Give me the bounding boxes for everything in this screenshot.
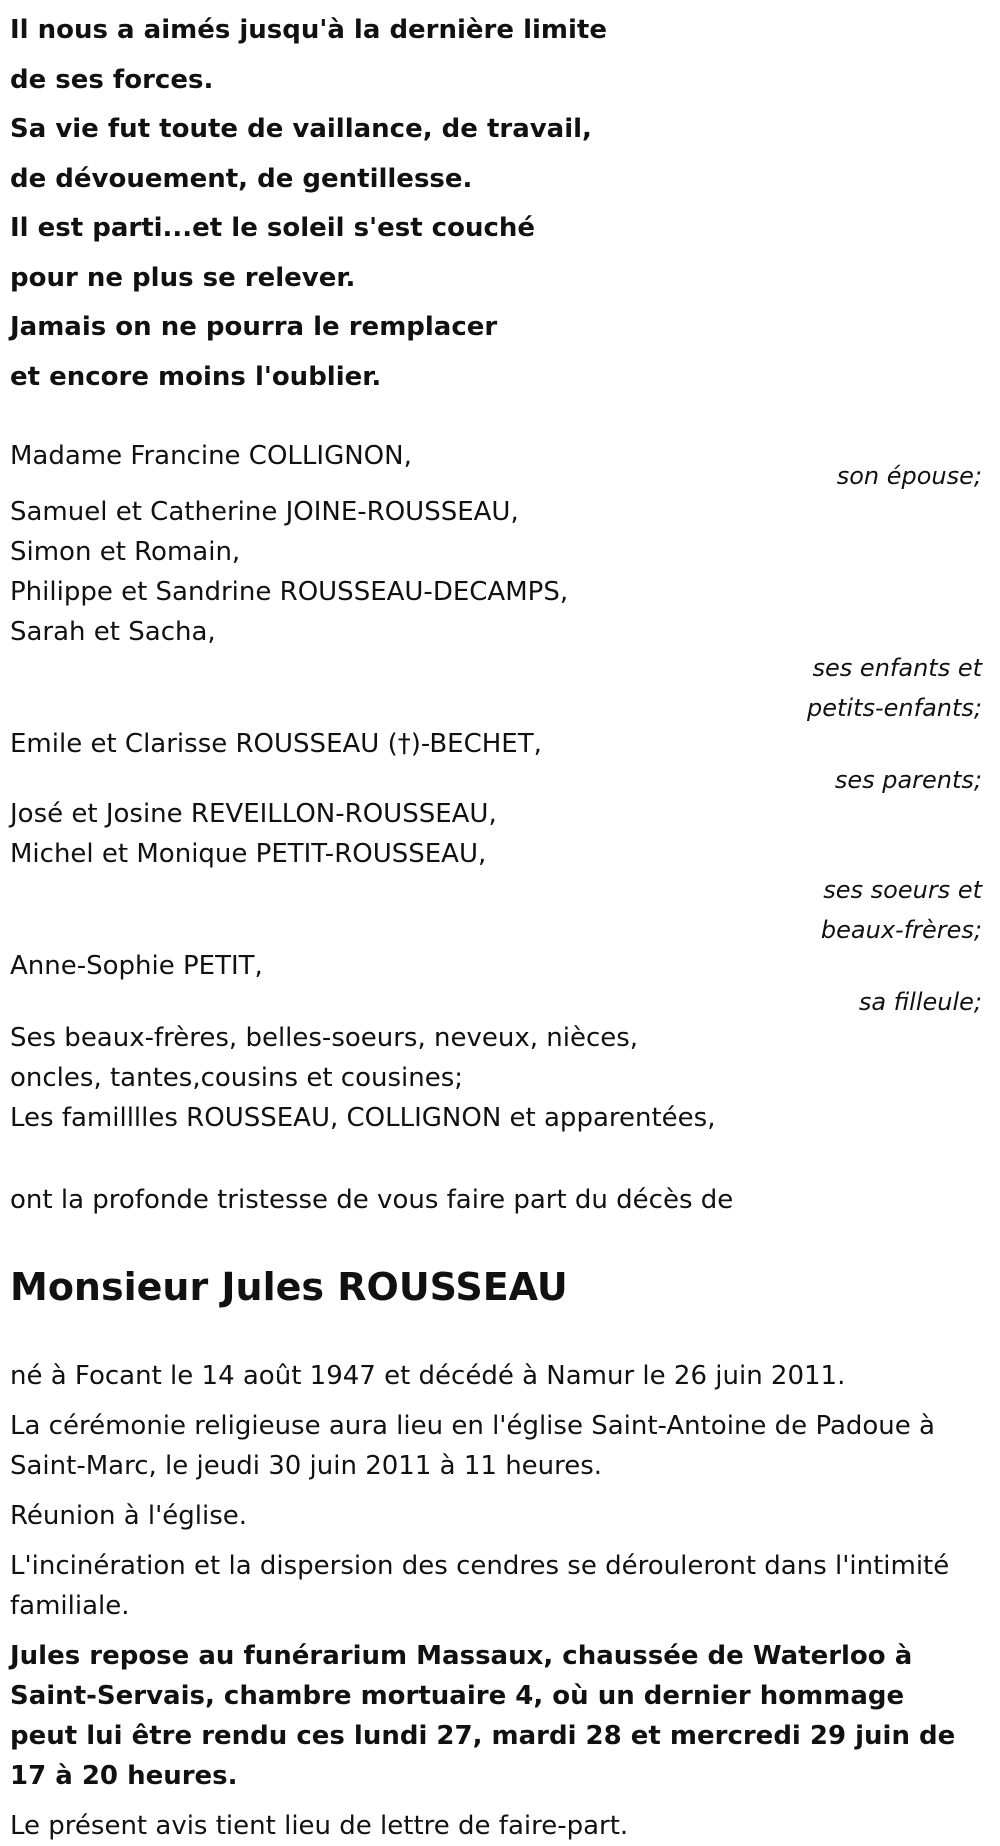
birth-death-text: né à Focant le 14 août 1947 et décédé à Namur le 26 juin 2011. [10, 1361, 846, 1391]
relation-line: petits-enfants; [807, 694, 982, 722]
family-group-extended [10, 1018, 990, 1138]
family-name-line: Sarah et Sacha, [10, 617, 216, 647]
deceased-name: Monsieur Jules ROUSSEAU [10, 1265, 568, 1309]
notice-text: Le présent avis tient lieu de lettre de faire-part. [10, 1811, 629, 1841]
family-name-line: Michel et Monique PETIT-ROUSSEAU, [10, 839, 487, 869]
relation-line: ses soeurs et [823, 876, 982, 904]
family-name-line: Simon et Romain, [10, 537, 241, 567]
poem-line: Jamais on ne pourra le remplacer [10, 312, 498, 342]
relation-label [10, 870, 990, 950]
poem-line: de dévouement, de gentillesse. [10, 163, 473, 194]
announcement-text: ont la profonde tristesse de vous faire part du décès de [10, 1185, 734, 1215]
family-list [10, 436, 990, 1138]
family-name-line: Madame Francine COLLIGNON, [10, 441, 412, 471]
ceremony-text: La cérémonie religieuse aura lieu en l'église Saint-Antoine de Padoue à Saint-Marc, le jeudi 30 juin 2011 à 11 heures. [10, 1411, 935, 1481]
family-name-line: Ses beaux-frères, belles-soeurs, neveux, nièces, [10, 1023, 639, 1053]
poem-line: Sa vie fut toute de vaillance, de travail, [10, 114, 592, 144]
cremation-text: L'incinération et la dispersion des cendres se dérouleront dans l'intimité familiale. [10, 1551, 950, 1621]
family-name-line: Philippe et Sandrine ROUSSEAU-DECAMPS, [10, 577, 569, 607]
family-name-line: Samuel et Catherine JOINE-ROUSSEAU, [10, 497, 519, 527]
funerarium-text: Jules repose au funérarium Massaux, chaussée de Waterloo à Saint-Servais, chambre mortuaire 4, où un dernier hommage peut lui être rendu ces lundi 27, mardi 28 et mercredi 29 juin de 17 à 20 heures. [10, 1641, 956, 1791]
family-group-children [10, 492, 990, 728]
family-name-line: oncles, tantes,cousins et cousines; [10, 1063, 464, 1093]
family-name-line: Anne-Sophie PETIT, [10, 951, 263, 981]
relation-line: sa filleule; [858, 988, 982, 1016]
family-group-siblings [10, 794, 990, 950]
poem-line: Il nous a aimés jusqu'à la dernière limite [10, 15, 607, 45]
relation-label [10, 648, 990, 728]
poem-line: pour ne plus se relever. [10, 262, 356, 293]
relation-line: son épouse; [836, 462, 982, 490]
family-group-spouse [10, 436, 990, 496]
family-group-goddaughter [10, 946, 990, 1022]
relation-line: beaux-frères; [820, 916, 982, 944]
poem-line: Il est parti...et le soleil s'est couché [10, 213, 536, 243]
reunion-text: Réunion à l'église. [10, 1501, 248, 1531]
family-group-parents [10, 724, 990, 800]
memorial-poem [10, 6, 1000, 402]
relation-line: ses parents; [834, 766, 982, 794]
poem-line: de ses forces. [10, 64, 214, 95]
poem-line: et encore moins l'oublier. [10, 361, 382, 392]
relation-line: ses enfants et [812, 654, 982, 682]
relation-label [10, 982, 990, 1022]
funeral-details [10, 1356, 980, 1846]
family-name-line: Emile et Clarisse ROUSSEAU (†)-BECHET, [10, 729, 542, 759]
family-name-line: Les familllles ROUSSEAU, COLLIGNON et apparentées, [10, 1103, 716, 1133]
family-name-line: José et Josine REVEILLON-ROUSSEAU, [10, 799, 497, 829]
